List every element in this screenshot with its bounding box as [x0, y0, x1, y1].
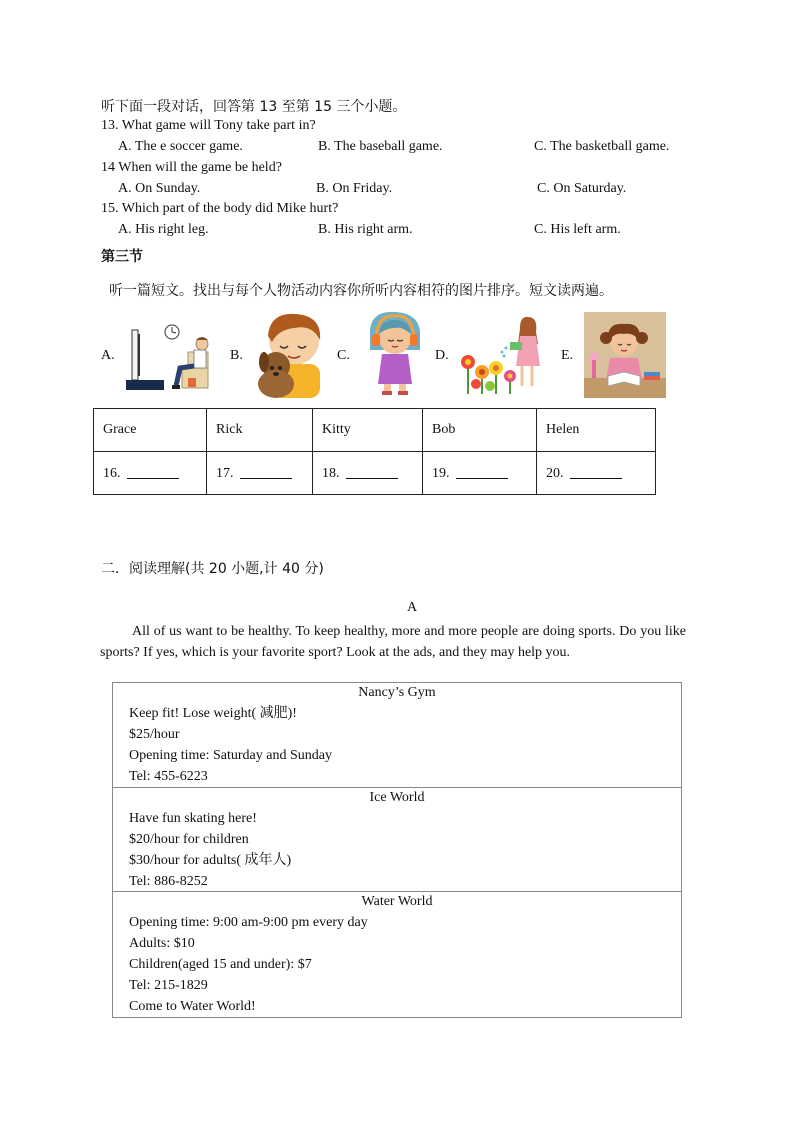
ad-title: Nancy’s Gym	[358, 685, 436, 700]
ad-line: Tel: 886-8252	[129, 874, 208, 889]
question-13-option-c: C. The basketball game.	[534, 139, 670, 154]
picture-label-a: A.	[101, 348, 115, 363]
name-cell: Kitty	[313, 409, 423, 452]
answer-cell	[207, 452, 313, 495]
picture-label-c: C.	[337, 348, 350, 363]
question-14-option-a: A. On Sunday.	[118, 181, 201, 196]
name-cell: Bob	[423, 409, 537, 452]
ad-title: Water World	[361, 894, 433, 909]
section-3-instruction: 听一篇短文。找出与每个人物活动内容你所听内容相符的图片排序。短文读两遍。	[109, 283, 613, 299]
girl-watering-flowers-icon	[458, 314, 546, 396]
ad-water-world	[113, 892, 681, 1017]
answer-blank[interactable]	[346, 464, 398, 479]
answer-blank[interactable]	[127, 464, 179, 479]
ad-line: Tel: 455-6223	[129, 769, 208, 784]
question-number: 19.	[432, 466, 450, 481]
question-14-option-b: B. On Friday.	[316, 181, 393, 196]
ad-ice-world	[113, 788, 681, 892]
picture-label-d: D.	[435, 348, 449, 363]
ad-nancys-gym	[113, 683, 681, 787]
answer-table	[93, 408, 656, 495]
ad-line: Come to Water World!	[129, 999, 256, 1014]
ad-line: Opening time: 9:00 am-9:00 pm every day	[129, 915, 368, 930]
girl-listening-music-icon	[366, 310, 424, 396]
question-15-option-b: B. His right arm.	[318, 222, 413, 237]
answer-blank[interactable]	[570, 464, 622, 479]
name-cell: Grace	[94, 409, 207, 452]
ads-box	[112, 682, 682, 1018]
name-cell: Helen	[537, 409, 656, 452]
answer-blank[interactable]	[456, 464, 508, 479]
person-watching-tv-icon	[124, 322, 212, 394]
ad-line: $20/hour for children	[129, 832, 249, 847]
answer-blank[interactable]	[240, 464, 292, 479]
question-13-option-b: B. The baseball game.	[318, 139, 443, 154]
listening-intro: 听下面一段对话，回答第 13 至第 15 三个小题。	[101, 99, 407, 115]
answer-cell	[537, 452, 656, 495]
section-3-title: 第三节	[101, 249, 143, 265]
boy-hugging-dog-icon	[250, 310, 332, 400]
answer-cell	[423, 452, 537, 495]
ad-line: Children(aged 15 and under): $7	[129, 957, 312, 972]
passage-label: A	[407, 600, 418, 615]
ad-line: Have fun skating here!	[129, 811, 257, 826]
answer-cell	[313, 452, 423, 495]
ad-line: $25/hour	[129, 727, 180, 742]
ad-line: Tel: 215-1829	[129, 978, 208, 993]
girl-reading-book-icon	[584, 312, 666, 398]
reading-heading: 二．阅读理解(共 20 小题,计 40 分)	[101, 561, 324, 577]
question-13-option-a: A. The e soccer game.	[118, 139, 243, 154]
question-15-stem: 15. Which part of the body did Mike hurt?	[101, 201, 339, 216]
question-number: 17.	[216, 466, 234, 481]
question-14-stem: 14 When will the game be held?	[101, 160, 282, 175]
question-13-stem: 13. What game will Tony take part in?	[101, 118, 316, 133]
picture-label-e: E.	[561, 348, 574, 363]
picture-label-b: B.	[230, 348, 243, 363]
question-15-option-a: A. His right leg.	[118, 222, 209, 237]
ad-line: Adults: $10	[129, 936, 195, 951]
question-number: 16.	[103, 466, 121, 481]
question-number: 20.	[546, 466, 564, 481]
ad-line: Keep fit! Lose weight( 减肥)!	[129, 706, 297, 721]
ad-line: Opening time: Saturday and Sunday	[129, 748, 332, 763]
name-cell: Rick	[207, 409, 313, 452]
table-row-answers	[94, 452, 656, 495]
answer-cell	[94, 452, 207, 495]
ad-title: Ice World	[369, 790, 425, 805]
question-14-option-c: C. On Saturday.	[537, 181, 627, 196]
table-row-names	[94, 409, 656, 452]
question-15-option-c: C. His left arm.	[534, 222, 621, 237]
passage-intro: All of us want to be healthy. To keep healthy, more and more people are doing sports. Do you like sports? If yes, which is your favorite sport? Look at the ads, and they may help you.	[100, 624, 686, 660]
question-number: 18.	[322, 466, 340, 481]
ad-line: $30/hour for adults( 成年人)	[129, 853, 292, 868]
